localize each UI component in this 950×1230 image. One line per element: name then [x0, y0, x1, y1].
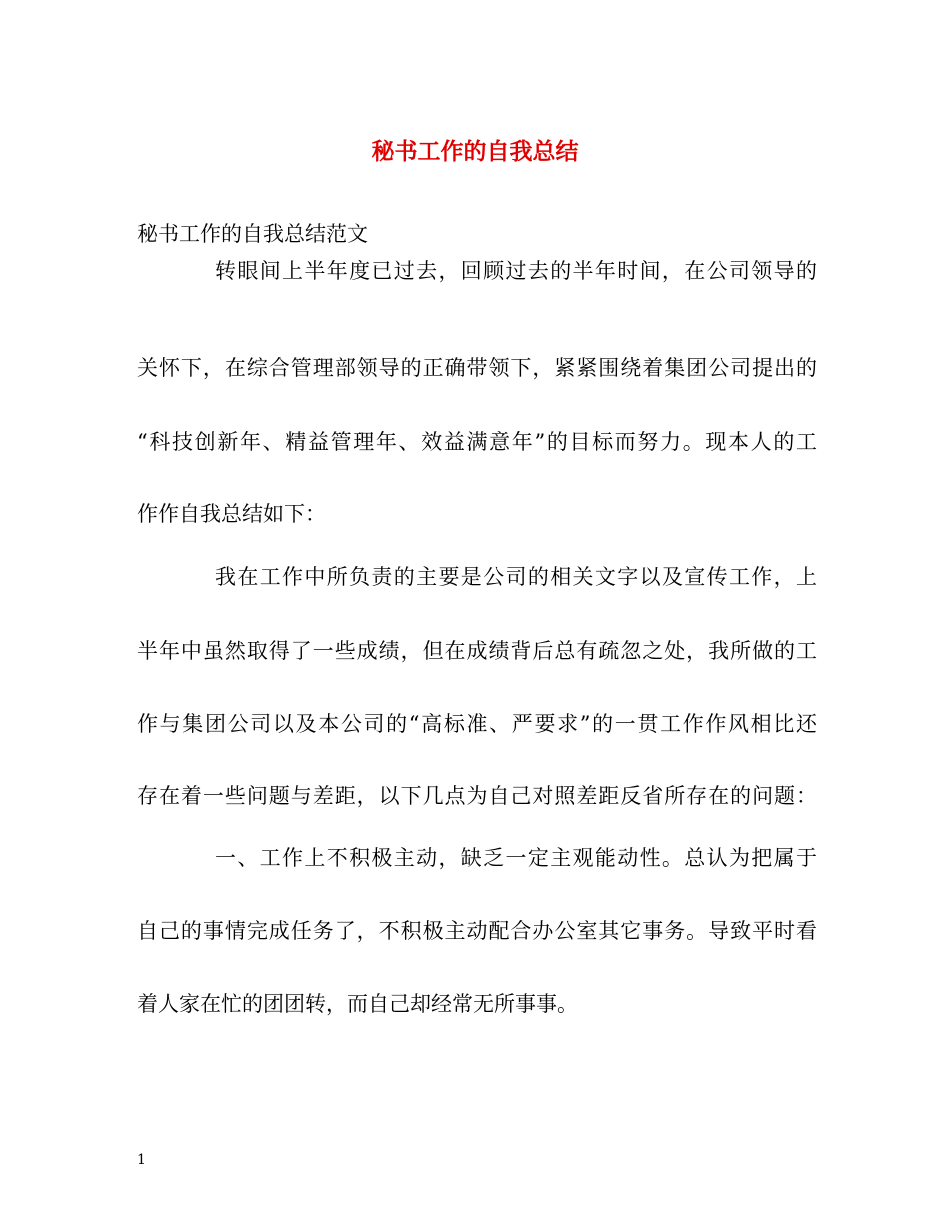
- paragraph-3-line-1: 一、工作上不积极主动，缺乏一定主观能动性。总认为把属于: [215, 846, 817, 870]
- page-number: 1: [137, 1152, 146, 1168]
- paragraph-1-line-2: 关怀下，在综合管理部领导的正确带领下，紧紧围绕着集团公司提出的: [137, 356, 817, 380]
- paragraph-3-line-2: 自己的事情完成任务了，不积极主动配合办公室其它事务。导致平时看: [137, 919, 817, 943]
- document-subtitle: 秘书工作的自我总结范文: [137, 222, 368, 246]
- paragraph-1-line-4: 作作自我总结如下：: [137, 502, 326, 526]
- paragraph-3-line-3: 着人家在忙的团团转，而自己却经常无所事事。: [137, 992, 578, 1016]
- paragraph-2-line-4: 存在着一些问题与差距，以下几点为自己对照差距反省所存在的问题：: [137, 784, 817, 808]
- page-title: 秘书工作的自我总结: [371, 138, 579, 165]
- paragraph-2-line-2: 半年中虽然取得了一些成绩，但在成绩背后总有疏忽之处，我所做的工: [137, 639, 817, 663]
- paragraph-1-line-3: “科技创新年、精益管理年、效益满意年”的目标而努力。现本人的工: [137, 430, 817, 454]
- paragraph-2-line-1: 我在工作中所负责的主要是公司的相关文字以及宣传工作，上: [215, 565, 817, 589]
- paragraph-2-line-3: 作与集团公司以及本公司的“高标准、严要求”的一贯工作作风相比还: [137, 712, 817, 736]
- paragraph-1-line-1: 转眼间上半年度已过去，回顾过去的半年时间，在公司领导的: [215, 259, 817, 283]
